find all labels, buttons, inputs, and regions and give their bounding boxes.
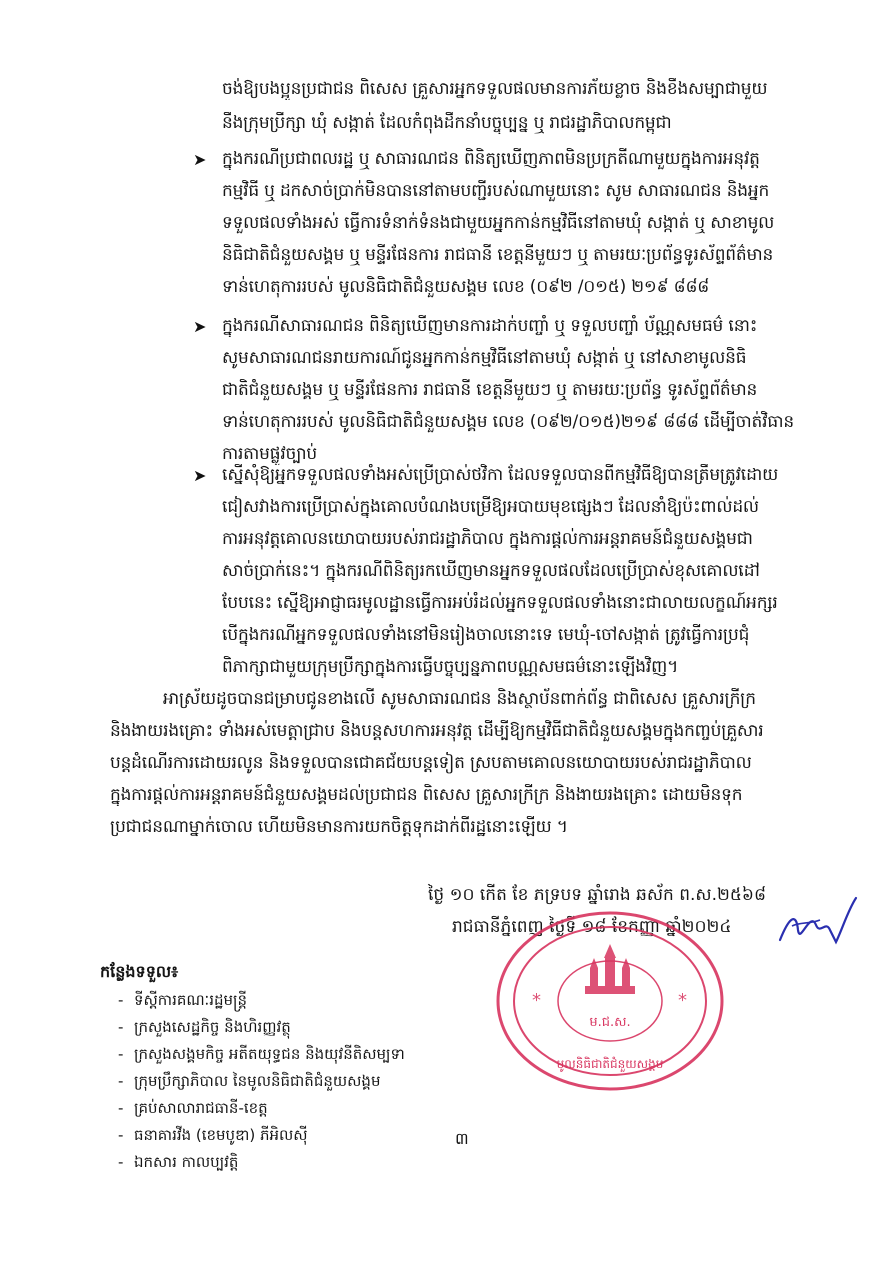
intro-line-2: នឹងក្រុមប្រឹក្សា ឃុំ សង្កាត់ ដែលកំពុងដឹកនាំបច្ចុប្បន្ន ឬ រាជរដ្ឋាភិបាលកម្ពុជា — [222, 113, 672, 133]
bullet-3-line-3: ការអនុវត្តគោលនយោបាយរបស់រាជរដ្ឋាភិបាល ក្នុងការផ្តល់ការអន្តរាគមន៍ជំនួយសង្គមជា — [222, 529, 753, 549]
list-item: - ក្រុមប្រឹក្សាភិបាល នៃមូលនិធិជាតិជំនួយសង្គម — [118, 1072, 381, 1090]
bullet-3-line-2: ជៀសវាងការប្រើប្រាស់ក្នុងគោលបំណងបម្រើឱ្យអបាយមុខផ្សេងៗ ដែលនាំឱ្យប៉ះពាល់ដល់ — [222, 497, 759, 517]
bullet-2-line-4: ទាន់ហេតុការរបស់ មូលនិធិជាតិជំនួយសង្គម លេខ (០៩២/០១៥)២១៩ ៨៨៨ ដើម្បីចាត់វិធាន — [222, 412, 794, 432]
recipient-label: ក្រសួងសេដ្ឋកិច្ច និងហិរញ្ញវត្ថុ — [134, 1018, 291, 1036]
bullet-1-line-4: និធិជាតិជំនួយសង្គម ឬ មន្ទីរផែនការ រាជធានី ខេត្តនីមួយៗ ឬ តាមរយៈប្រព័ន្ធទូរស័ព្ទព័ត៌មាន — [222, 245, 774, 265]
lunar-date: ថ្ងៃ ១០ កើត ខែ ភទ្របទ ឆ្នាំរោង ឆស័ក ព.ស.២៥៦៨ — [428, 885, 766, 905]
closing-line-5: ប្រជាជនណាម្នាក់ចោល ហើយមិនមានការយកចិត្តទុកដាក់ពីរដ្ឋនោះឡើយ ។ — [110, 817, 568, 837]
closing-line-3: បន្តដំណើរការដោយរលូន និងទទួលបានជោគជ័យបន្តទៀត ស្របតាមគោលនយោបាយរបស់រាជរដ្ឋាភិបាល — [110, 753, 752, 773]
seal-text: មូលនិធិជាតិជំនួយសង្គម — [556, 1057, 664, 1071]
bullet-2-line-5: ការតាមផ្លូវច្បាប់ — [222, 444, 317, 464]
bullet-3-line-5: បែបនេះ ស្នើឱ្យអាជ្ញាធរមូលដ្ឋានធ្វើការអប់រំដល់អ្នកទទួលផលទាំងនោះជាលាយលក្ខណ៍អក្សរ — [222, 593, 778, 613]
list-item: - ឯកសារ កាលប្បវត្តិ — [118, 1153, 239, 1171]
closing-line-1: អាស្រ័យដូចបានជម្រាបជូនខាងលើ សូមសាធារណជន និងស្ថាប័នពាក់ព័ន្ធ ជាពិសេស គ្រួសារក្រីក្រ — [163, 689, 756, 709]
intro-line-1: ចង់ឱ្យបងប្អូនប្រជាជន ពិសេស គ្រួសារអ្នកទទួលផលមានការភ័យខ្លាច និងខឹងសម្បាជាមួយ — [222, 79, 768, 99]
list-item: - គ្រប់សាលារាជធានី-ខេត្ត — [118, 1099, 268, 1117]
svg-text:*: * — [532, 990, 541, 1011]
bullet-1-line-5: ទាន់ហេតុការរបស់ មូលនិធិជាតិជំនួយសង្គម លេខ (០៩២ /០១៥) ២១៩ ៨៨៨ — [222, 277, 710, 297]
list-item: - ក្រសួងសេដ្ឋកិច្ច និងហិរញ្ញវត្ថុ — [118, 1018, 291, 1036]
recipient-label: ធនាគារវីង (ខេមបូឌា) ភីអិលស៊ី — [134, 1126, 308, 1144]
recipient-label: គ្រប់សាលារាជធានី-ខេត្ត — [134, 1099, 268, 1117]
recipient-label: ក្រុមប្រឹក្សាភិបាល នៃមូលនិធិជាតិជំនួយសង្គម — [134, 1072, 381, 1090]
recipient-label: ក្រសួងសង្គមកិច្ច អតីតយុទ្ធជន និងយុវនីតិសម្បទា — [134, 1045, 405, 1063]
bullet-2-line-2: សូមសាធារណជនរាយការណ៍ជូនអ្នកកាន់កម្មវិធីនៅតាមឃុំ សង្កាត់ ឬ នៅសាខាមូលនិធិ — [222, 348, 747, 368]
bullet-3-line-1: ស្នើសុំឱ្យអ្នកទទួលផលទាំងអស់ប្រើប្រាស់ថវិកា ដែលទទួលបានពីកម្មវិធីឱ្យបានត្រឹមត្រូវដោយ — [222, 465, 779, 485]
closing-line-2: និងងាយរងគ្រោះ ទាំងអស់មេត្តាជ្រាប និងបន្តសហការអនុវត្ត ដើម្បីឱ្យកម្មវិធីជាតិជំនួយសង្គមក្នុងកញ្ចប់គ្រួសារ — [110, 721, 764, 741]
bullet-3-line-4: សាច់ប្រាក់នេះ។ ក្នុងករណីពិនិត្យរកឃើញមានអ្នកទទួលផលដែលប្រើប្រាស់ខុសគោលដៅ — [222, 561, 760, 581]
official-seal-icon — [490, 906, 730, 1096]
bullet-2-line-1: ក្នុងករណីសាធារណជន ពិនិត្យឃើញមានការដាក់បញ្ចាំ ឬ ទទួលបញ្ចាំ ប័ណ្ណសមធម៌ នោះ — [222, 316, 758, 336]
bullet-1-line-2: កម្មវិធី ឬ ដកសាច់ប្រាក់មិនបាននៅតាមបញ្ជីរបស់ណាមួយនោះ សូម សាធារណជន និងអ្នក — [222, 181, 770, 201]
seal-number: ម.ជ.ស. — [589, 1015, 631, 1030]
recipients-heading: កន្លែងទទួល៖ — [100, 962, 179, 981]
bullet-3-line-7: ពិភាក្សាជាមួយក្រុមប្រឹក្សាក្នុងការធ្វើបច្ចុប្បន្នភាពបណ្ណសមធម៌នោះឡើងវិញ។ — [222, 657, 679, 677]
list-item: - ក្រសួងសង្គមកិច្ច អតីតយុទ្ធជន និងយុវនីតិសម្បទា — [118, 1045, 405, 1063]
solar-date: រាជធានីភ្នំពេញ ថ្ងៃទី ១៨ ខែកញ្ញា ឆ្នាំ២០២៤ — [452, 917, 732, 937]
bullet-arrow-icon: ➤ — [193, 317, 207, 336]
bullet-1-line-1: ក្នុងករណីប្រជាពលរដ្ឋ ឬ សាធារណជន ពិនិត្យឃើញភាពមិនប្រក្រតីណាមួយក្នុងការអនុវត្ត — [222, 149, 760, 169]
bullet-arrow-icon: ➤ — [193, 150, 207, 169]
page-number: ៣ — [455, 1129, 469, 1148]
bullet-1-line-3: ទទួលផលទាំងអស់ ធ្វើការទំនាក់ទំនងជាមួយអ្នកកាន់កម្មវិធីនៅតាមឃុំ សង្កាត់ ឬ សាខាមូល — [222, 213, 775, 233]
recipient-label: ទីស្តីការគណៈរដ្ឋមន្ត្រី — [134, 991, 248, 1009]
list-item: - ធនាគារវីង (ខេមបូឌា) ភីអិលស៊ី — [118, 1126, 308, 1144]
recipient-label: ឯកសារ កាលប្បវត្តិ — [134, 1153, 239, 1171]
bullet-2-line-3: ជាតិជំនួយសង្គម ឬ មន្ទីរផែនការ រាជធានី ខេត្តនីមួយៗ ឬ តាមរយៈប្រព័ន្ធ ទូរស័ព្ទព័ត៌មាន — [222, 380, 758, 400]
bullet-arrow-icon: ➤ — [193, 466, 207, 485]
closing-line-4: ក្នុងការផ្តល់ការអន្តរាគមន៍ជំនួយសង្គមដល់ប្រជាជន ពិសេស គ្រួសារក្រីក្រ និងងាយរងគ្រោះ ដោយមិនទុក — [110, 785, 743, 805]
list-item: - ទីស្តីការគណៈរដ្ឋមន្ត្រី — [118, 991, 248, 1009]
bullet-3-line-6: បើក្នុងករណីអ្នកទទួលផលទាំងនៅមិនរៀងចាលនោះទេ មេឃុំ-ចៅសង្កាត់ ត្រូវធ្វើការប្រជុំ — [222, 625, 750, 645]
svg-text:*: * — [678, 990, 687, 1011]
signature-icon — [770, 890, 860, 960]
